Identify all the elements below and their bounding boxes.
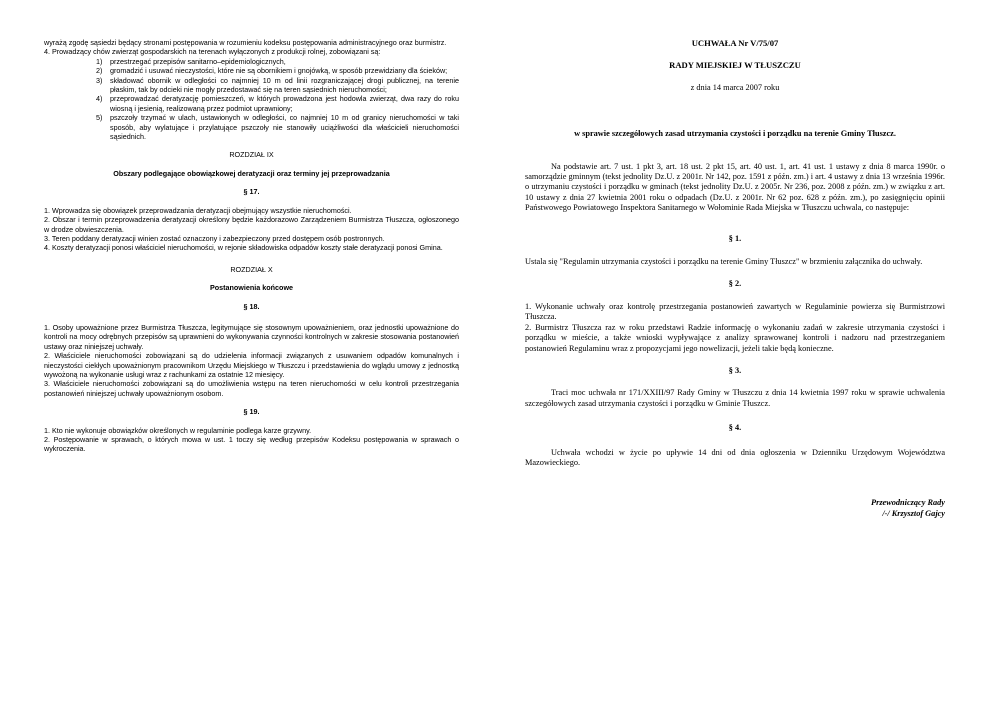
resolution-title: UCHWAŁA Nr V/75/07 bbox=[691, 38, 779, 48]
paragraph: 2. Obszar i termin przeprowadzenia deratyzacji określony będzie każdorazowo Zarządzeniem Burmistrza Tłuszcza, ogłoszonego w drodze obwieszczenia. bbox=[44, 215, 459, 234]
paragraph: 1. Osoby upoważnione przez Burmistrza Tłuszcza, legitymujące się stosownym upoważnieniem, oraz jednostki upoważnione do kontroli na mocy odrębnych przepisów są uprawnieni do wykonywania czynności kontrolnych w zakresie stosowania postanowień ustawy oraz niniejszej uchwały. bbox=[44, 322, 459, 351]
right-column bbox=[525, 38, 945, 519]
paragraph: 3. Teren poddany deratyzacji winien zostać oznaczony i zabezpieczony przed dostępem osób postronnych. bbox=[44, 233, 385, 243]
resolution-subject: w sprawie szczegółowych zasad utrzymania czystości i porządku na terenie Gminy Tłuszcz. bbox=[574, 129, 896, 139]
council-name: RADY MIEJSKIEJ W TŁUSZCZU bbox=[669, 60, 801, 71]
resolution-date: z dnia 14 marca 2007 roku bbox=[690, 82, 780, 92]
list-item bbox=[96, 76, 459, 95]
chapter-heading: ROZDZIAŁ X bbox=[230, 264, 273, 274]
preamble: Na podstawie art. 7 ust. 1 pkt 3, art. 18 ust. 2 pkt 15, art. 40 ust. 1, art. 41 ust. 1 ustawy z dnia 8 marca 1990r. o samorządzie gminnym (tekst jednolity Dz.U. z 2001r. Nr 142, poz. 1591 z późn. zm.) i art. 4 ustawy z dnia 13 września 1996r. o utrzymaniu czystości i porządku w gminach (tekst jednolity Dz.U. z 2005r. Nr 236, poz. 2008 z późn. zm.) w związku z art. 10 ustawy z dnia 27 kwietnia 2001 roku o odpadach (Dz.U. z 2001r. Nr 62 poz. 628 z późn. zm.), po zasięgnięciu opinii Państwowego Powiatowego Inspektora Sanitarnego w Wołominie Rada Miejska w Tłuszczu uchwala, co następuje: bbox=[525, 161, 945, 213]
signature-title: Przewodniczący Rady bbox=[871, 498, 945, 508]
chapter-title: Obszary podlegające obowiązkowej deratyzacji oraz terminy jej przeprowadzania bbox=[113, 168, 390, 178]
section-heading: § 19. bbox=[243, 407, 260, 417]
paragraph: 2. Postępowanie w sprawach, o których mowa w ust. 1 toczy się według przepisów Kodeksu postępowania w sprawach o wykroczenia. bbox=[44, 435, 459, 454]
paragraph: 1. Wykonanie uchwały oraz kontrolę przestrzegania postanowień zawartych w Regulaminie powierza się Burmistrzowi Tłuszcza. bbox=[525, 301, 945, 322]
section-heading: § 18. bbox=[243, 301, 260, 311]
section-heading: § 2. bbox=[728, 279, 742, 289]
paragraph: 4. Koszty deratyzacji ponosi właściciel nieruchomości, w rejonie składowiska odpadów koszty stałe deratyzacji ponosi Gmina. bbox=[44, 243, 443, 253]
list-text: przestrzegać przepisów sanitarno–epidemiologicznych, bbox=[110, 56, 286, 66]
paragraph-item-4: 4. Prowadzący chów zwierząt gospodarskich na terenach wyłączonych z produkcji rolnej, zobowiązani są: bbox=[44, 47, 381, 57]
signature-name: /-/ Krzysztof Gajcy bbox=[882, 508, 945, 518]
list-number: 3) bbox=[96, 75, 103, 85]
paragraph: 3. Właściciele nieruchomości zobowiązani są do umożliwienia wstępu na teren nieruchomości w celu kontroli przestrzegania postanowień niniejszej uchwały upoważnionym osobom. bbox=[44, 379, 459, 398]
paragraph: 2. Właściciele nieruchomości zobowiązani są do udzielenia informacji związanych z usuwaniem odpadów komunalnych i nieczystości ciekłych upoważnionym pracownikom Urzędu Miejskiego w Tłuszczu i przedstawienia do wglądu umowy z jednostką wywożoną na wykonanie usługi wraz z rachunkami za ostatnie 12 miesięcy. bbox=[44, 351, 459, 379]
list-item bbox=[96, 94, 459, 113]
paragraph: 2. Burmistrz Tłuszcza raz w roku przedstawi Radzie informację o wykonaniu zadań w zakresie utrzymania czystości i porządku w mieście, a także wnioski wypływające z analizy sprawowanej kontroli i nadzoru nad przestrzeganiem postanowień Regulaminu wraz z propozycjami jego nowelizacji, jeżeli takie będą konieczne. bbox=[525, 322, 945, 353]
paragraph: Traci moc uchwała nr 171/XXIII/97 Rady Gminy w Tłuszczu z dnia 14 kwietnia 1997 roku w sprawie uchwalenia szczegółowych zasad utrzymania czystości i porządku w Gminie Tłuszcz. bbox=[525, 388, 945, 408]
paragraph: wyrażą zgodę sąsiedzi będący stronami postępowania w rozumieniu kodeksu postępowania administracyjnego oraz burmistrz. bbox=[44, 38, 447, 47]
list-number: 5) bbox=[96, 113, 103, 123]
list-number: 1) bbox=[96, 56, 103, 66]
list-item bbox=[96, 66, 459, 75]
numbered-list bbox=[96, 57, 459, 142]
list-text: gromadzić i usuwać nieczystości, które nie są obornikiem i gnojówką, w sposób przewidziany dla ścieków; bbox=[110, 66, 448, 76]
chapter-title: Postanowienia końcowe bbox=[209, 283, 294, 293]
chapter-heading: ROZDZIAŁ IX bbox=[229, 150, 274, 160]
paragraph: Uchwała wchodzi w życie po upływie 14 dni od dnia ogłoszenia w Dzienniku Urzędowym Województwa Mazowieckiego. bbox=[525, 447, 945, 467]
section-heading: § 1. bbox=[728, 233, 742, 243]
list-number: 4) bbox=[96, 94, 103, 104]
left-column bbox=[44, 38, 459, 454]
paragraph: Ustala się "Regulamin utrzymania czystości i porządku na terenie Gminy Tłuszcz" w brzmieniu załącznika do uchwały. bbox=[525, 257, 923, 267]
section-heading: § 4. bbox=[728, 423, 742, 433]
paragraph: 1. Wprowadza się obowiązek przeprowadzania deratyzacji obejmujący wszystkie nieruchomości. bbox=[44, 205, 352, 215]
section-heading: § 17. bbox=[243, 187, 260, 197]
list-item bbox=[96, 113, 459, 141]
paragraph: 1. Kto nie wykonuje obowiązków określonych w regulaminie podlega karze grzywny. bbox=[44, 425, 312, 435]
list-number: 2) bbox=[96, 66, 103, 76]
list-text: pszczoły trzymać w ulach, ustawionych w odległości, co najmniej 10 m od granicy nieruchomości w taki sposób, aby wylatujące i przylatujące pszczoły nie stanowiły uciążliwości dla właścicieli nieruchomości sąsiednich. bbox=[110, 113, 459, 142]
list-text: składować obornik w odległości co najmniej 10 m od linii rozgraniczającej drogi publicznej, na terenie płaskim, tak by odcieki nie mogły przedostawać się na teren sąsiednich nieruchomości; bbox=[110, 75, 459, 95]
list-text: przeprowadzać deratyzację pomieszczeń, w których prowadzona jest hodowla zwierząt, dwa razy do roku wiosną i jesienią, realizowaną przez podmiot uprawniony; bbox=[110, 94, 459, 113]
list-item bbox=[96, 57, 459, 66]
section-heading: § 3. bbox=[728, 365, 742, 375]
